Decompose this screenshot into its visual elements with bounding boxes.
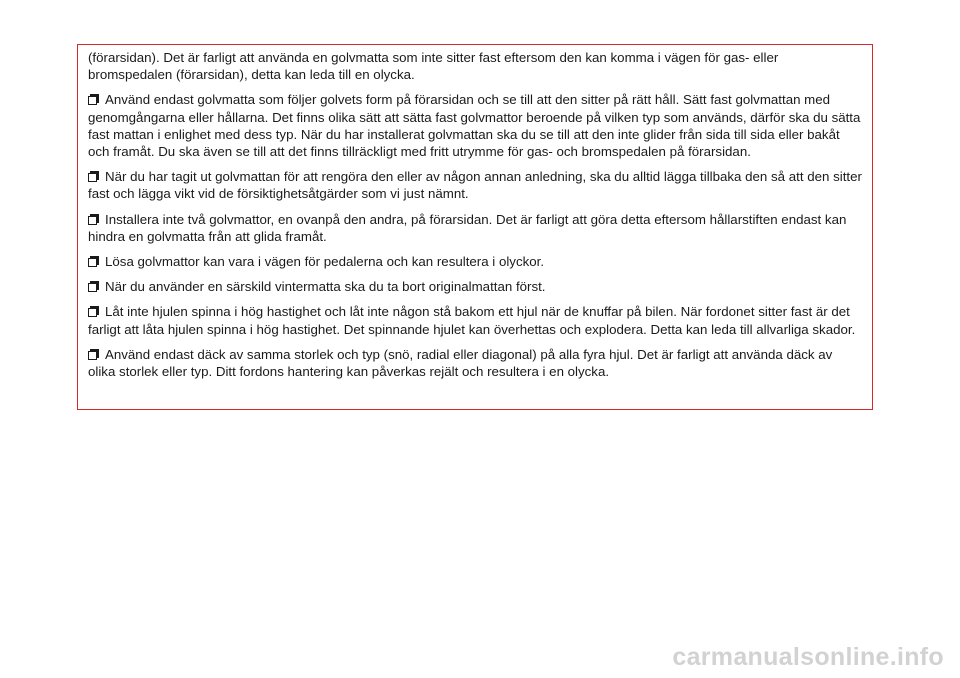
- intro-paragraph: (förarsidan). Det är farligt att använda en golvmatta som inte sitter fast eftersom den kan komma i vägen för gas- eller bromspedalen (förarsidan), detta kan leda till en olycka.: [88, 50, 779, 83]
- warning-item: [88, 253, 863, 270]
- warning-item: [88, 168, 863, 202]
- warning-item: [88, 303, 863, 337]
- bullet-icon: [88, 94, 99, 105]
- bullet-icon: [88, 281, 99, 292]
- warning-item-text: När du har tagit ut golvmattan för att rengöra den eller av någon annan anledning, ska du alltid lägga tillbaka den så att den sitter fast och lägga vikt vid de försiktighetsåtgärder som vi just nämnt.: [88, 169, 862, 202]
- warning-item-text: Låt inte hjulen spinna i hög hastighet och låt inte någon stå bakom ett hjul när de knuffar på bilen. När fordonet sitter fast är det farligt att låta hjulen spinna i hög hastighet. Det spinnande hjulet kan överhettas och explodera. Detta kan leda till allvarliga skador.: [88, 304, 856, 337]
- warning-item-text: Installera inte två golvmattor, en ovanpå den andra, på förarsidan. Det är farligt att göra detta eftersom hållarstiften endast kan hindra en golvmatta från att glida framåt.: [88, 211, 847, 244]
- warning-item-text: Lösa golvmattor kan vara i vägen för pedalerna och kan resultera i olyckor.: [105, 254, 545, 270]
- bullet-icon: [88, 306, 99, 317]
- warning-item: [88, 278, 863, 295]
- warning-item: [88, 91, 863, 160]
- warning-item-text: Använd endast däck av samma storlek och typ (snö, radial eller diagonal) på alla fyra hjul. Det är farligt att använda däck av olika storlek eller typ. Ditt fordons hantering kan påverkas rejält och resultera i en olycka.: [88, 346, 833, 380]
- warning-item: [88, 346, 863, 380]
- bullet-icon: [88, 349, 99, 360]
- bullet-icon: [88, 171, 99, 182]
- warning-item: [88, 211, 863, 245]
- bullet-icon: [88, 214, 99, 225]
- watermark-logo: carmanualsonline.info: [672, 643, 944, 671]
- warning-item-text: När du använder en särskild vintermatta ska du ta bort originalmattan först.: [105, 279, 546, 295]
- warning-box: [77, 44, 873, 410]
- warning-item-text: Använd endast golvmatta som följer golvets form på förarsidan och se till att den sitter på rätt håll. Sätt fast golvmattan med genomgångarna eller hållarna. Det finns olika sätt att sätta fast golvmattor beroende på vilken typ som används, därför ska du sätta fast mattan i enlighet med dess typ. När du har installerat golvmattan ska du se till att den inte glider från sida till sida eller bakåt och framåt. Du ska även se till att det finns tillräckligt med fritt utrymme för gas- och bromspedalen på förarsidan.: [88, 92, 861, 160]
- bullet-icon: [88, 256, 99, 267]
